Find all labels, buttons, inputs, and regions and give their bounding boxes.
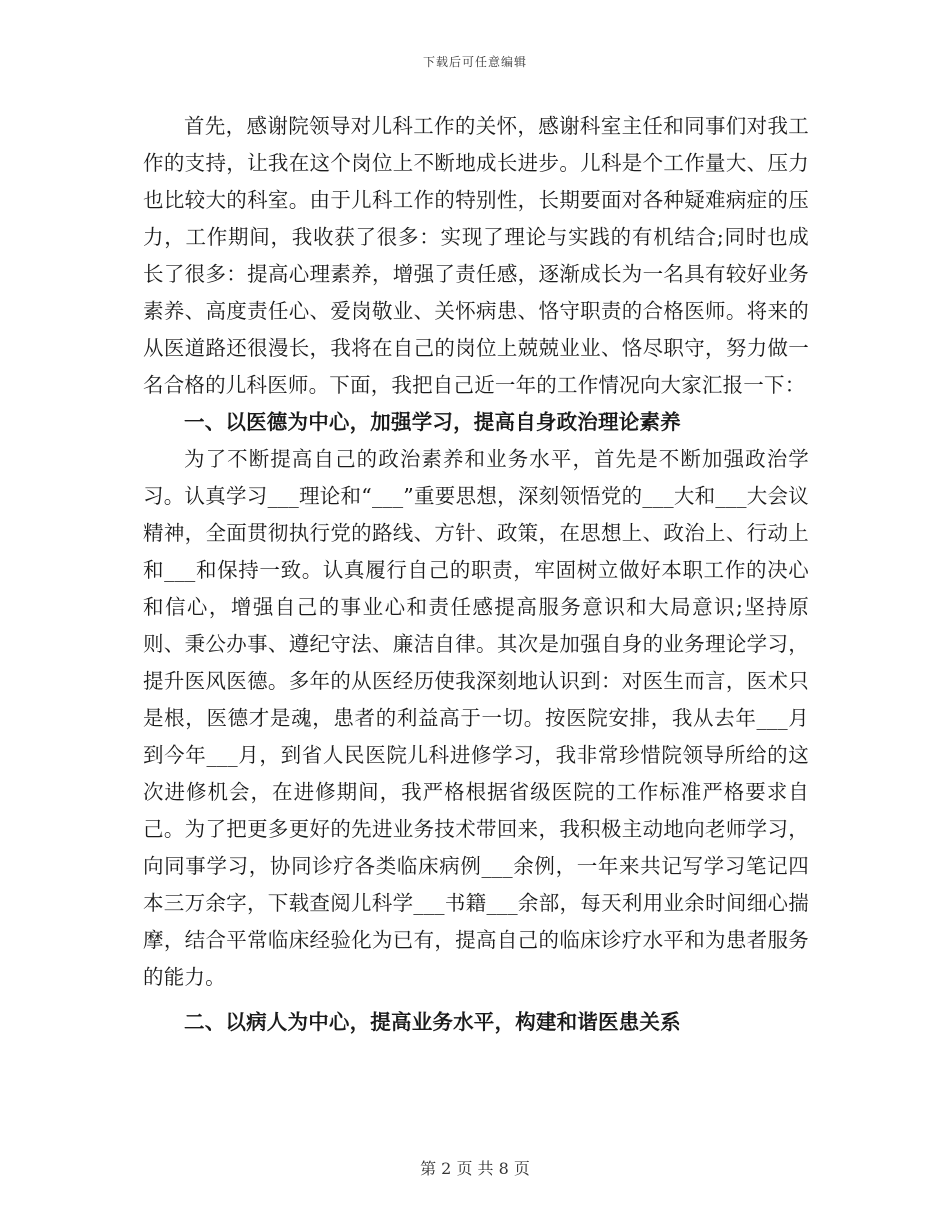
page-number: 第 2 页 共 8 页 <box>420 1159 530 1178</box>
page-header-note: 下载后可任意编辑 <box>422 55 527 69</box>
section-1-paragraph: 为了不断提高自己的政治素养和业务水平，首先是不断加强政治学习。认真学习___理论和“___”重要思想，深刻领悟党的___大和___大会议精神，全面贯彻执行党的路线、方针、政策，在思想上、政治上、行动上和___和保持一致。认真履行自己的职责，牢固树立做好本职工作的决心和信心，增强自己的事业心和责任感提高服务意识和大局意识;坚持原则、秉公办事、遵纪守法、廉洁自律。其次是加强自身的业务理论学习，提升医风医德。多年的从医经历使我深刻地认识到：对医生而言，医术只是根，医德才是魂，患者的利益高于一切。按医院安排，我从去年___月到今年___月，到省人民医院儿科进修学习，我非常珍惜院领导所给的这次进修机会，在进修期间，我严格根据省级医院的工作标准严格要求自己。为了把更多更好的先进业务技术带回来，我积极主动地向老师学习，向同事学习，协同诊疗各类临床病例___余例，一年来共记写学习笔记四本三万余字，下载查阅儿科学___书籍___余部，每天利用业余时间细心揣摩，结合平常临床经验化为已有，提高自己的临床诊疗水平和为患者服务的能力。 <box>143 447 809 989</box>
document-body <box>143 108 809 1041</box>
intro-paragraph: 首先，感谢院领导对儿科工作的关怀，感谢科室主任和同事们对我工作的支持，让我在这个岗位上不断地成长进步。儿科是个工作量大、压力也比较大的科室。由于儿科工作的特别性，长期要面对各种疑难病症的压力，工作期间，我收获了很多：实现了理论与实践的有机结合;同时也成长了很多：提高心理素养，增强了责任感，逐渐成长为一名具有较好业务素养、高度责任心、爱岗敬业、关怀病患、恪守职责的合格医师。将来的从医道路还很漫长，我将在自己的岗位上兢兢业业、恪尽职守，努力做一名合格的儿科医师。下面，我把自己近一年的工作情况向大家汇报一下： <box>143 114 809 397</box>
section-1-heading: 一、以医德为中心，加强学习，提高自身政治理论素养 <box>184 410 681 434</box>
section-2-heading: 二、以病人为中心，提高业务水平，构建和谐医患关系 <box>184 1010 681 1034</box>
